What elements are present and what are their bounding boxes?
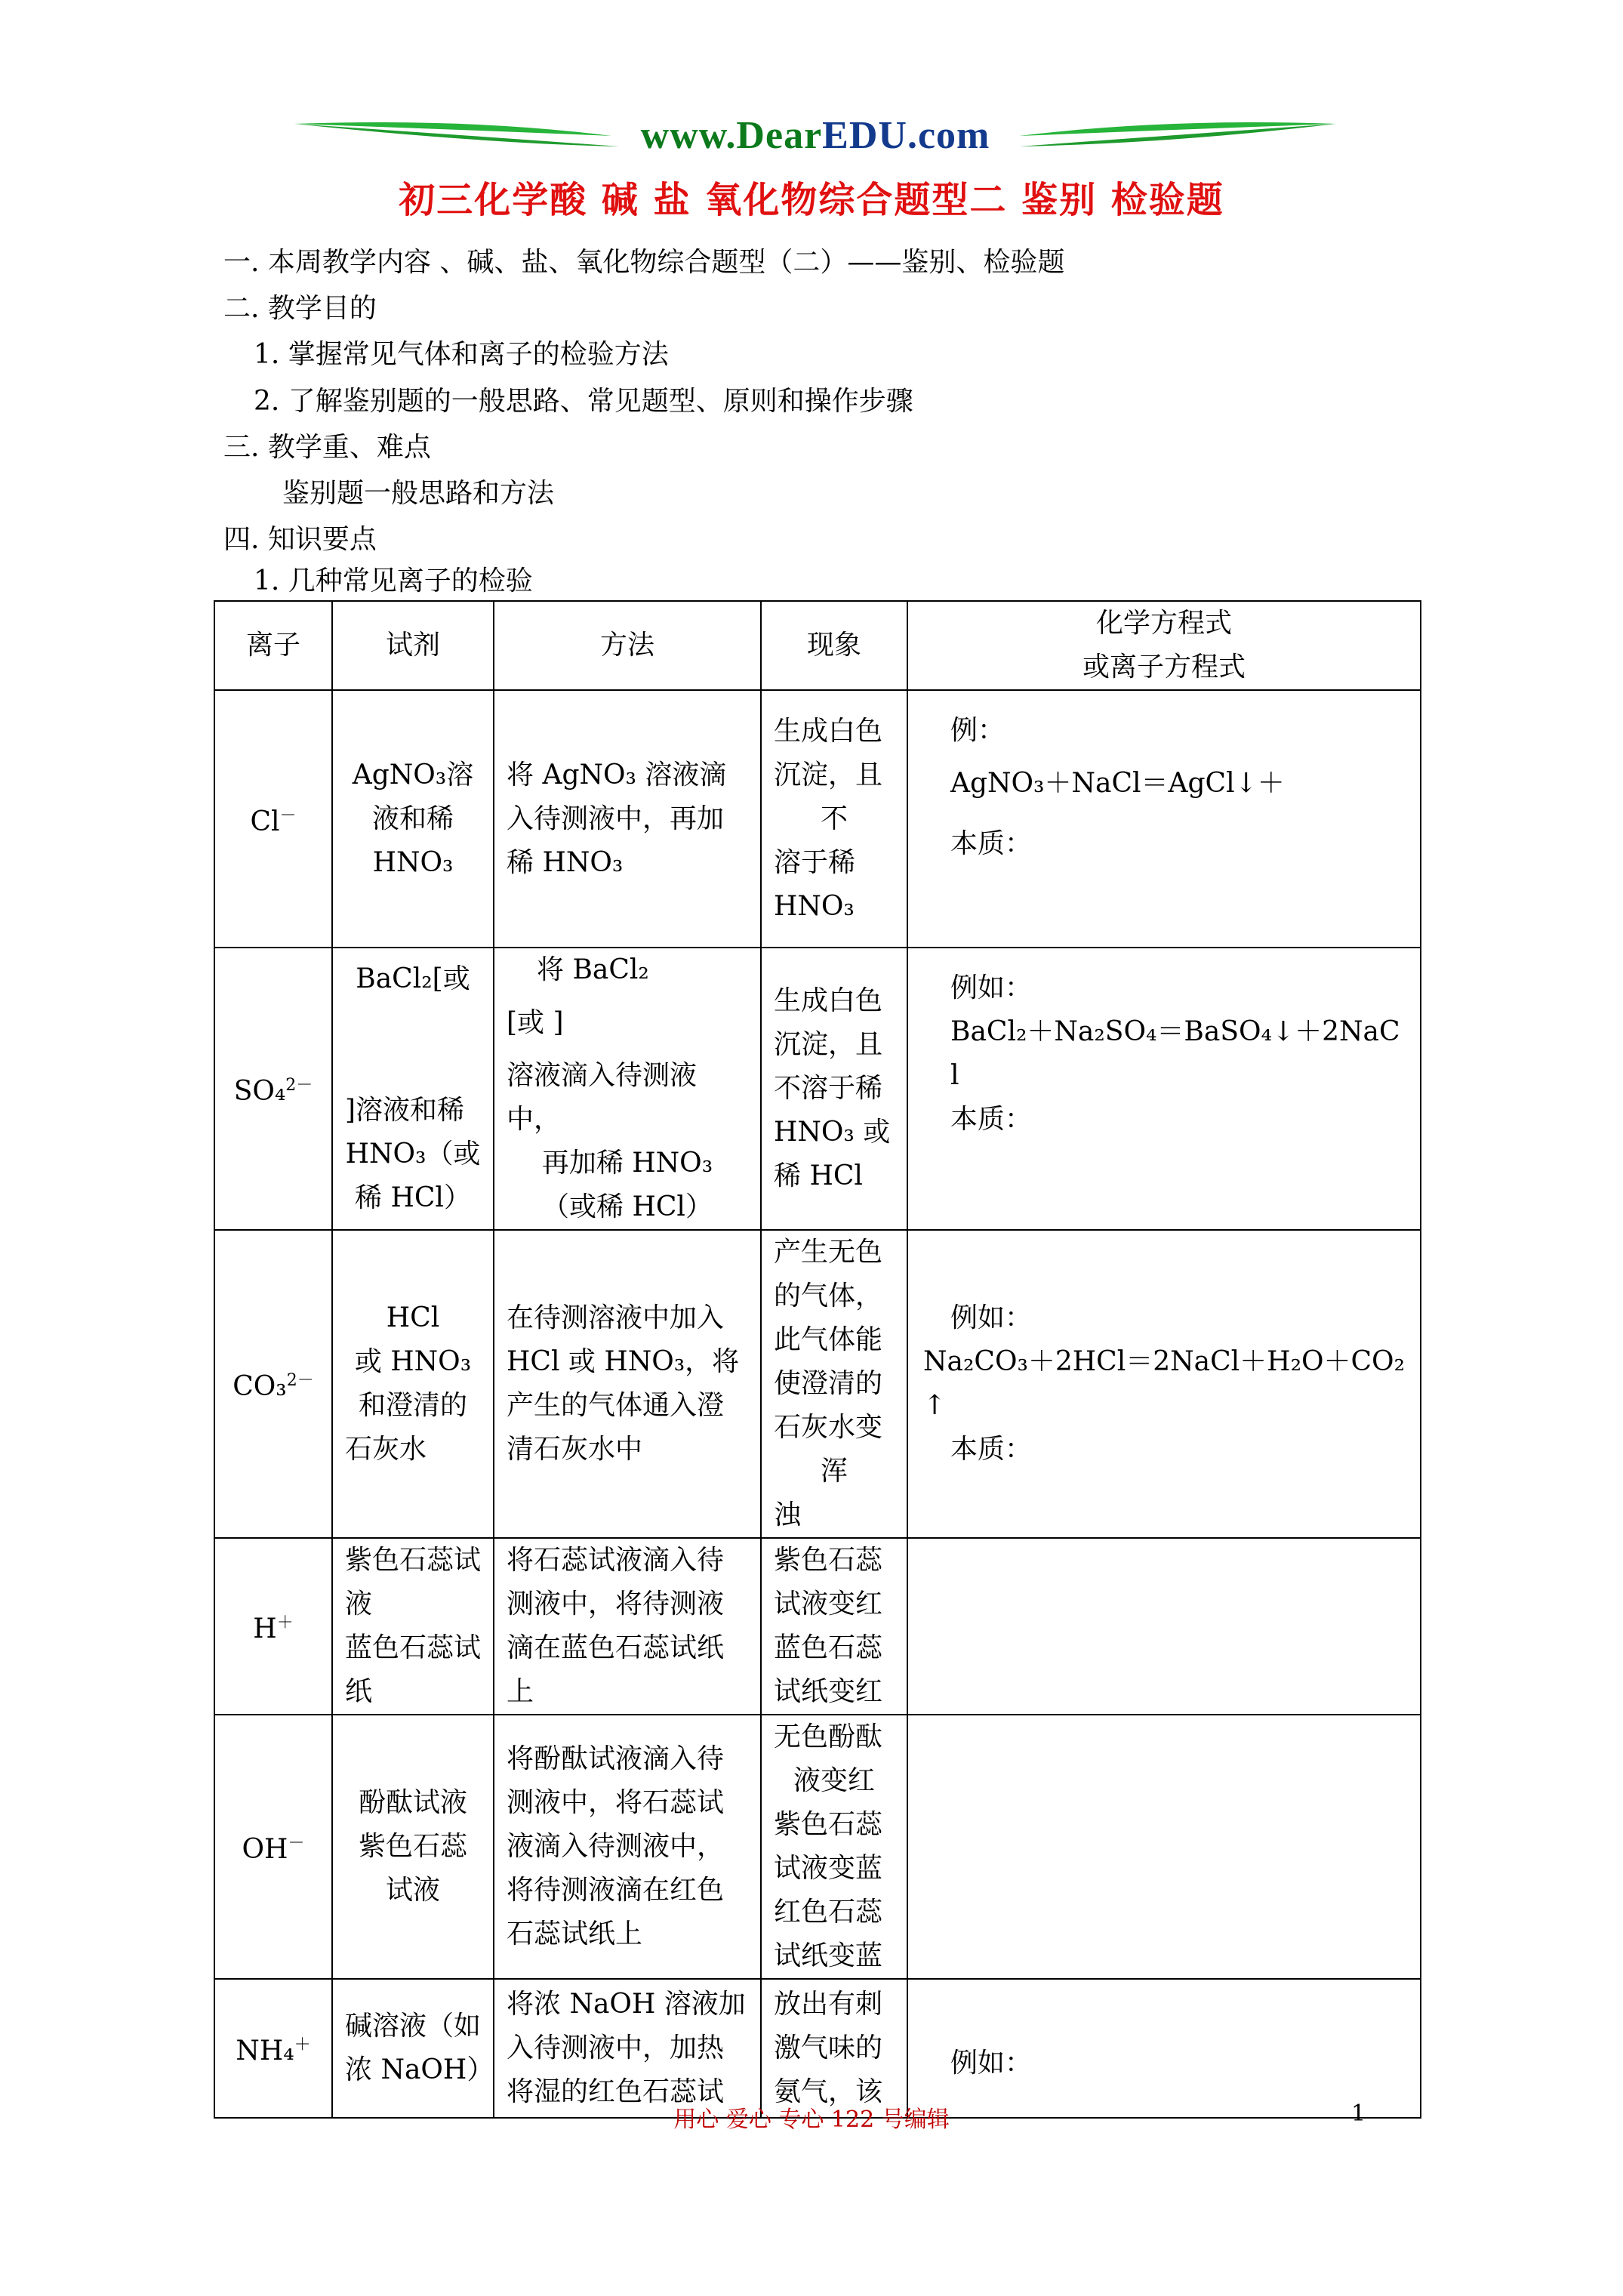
method-cell: 将 BaCl₂ [或 ] 溶液滴入待测液中， 再加稀 HNO₃ （或稀 HCl）: [494, 948, 761, 1230]
phenomenon-cell: 放出有刺激气味的 氨气，该: [761, 1979, 907, 2118]
header-method: 方法: [494, 601, 761, 690]
page-number: 1: [1351, 2100, 1366, 2127]
outline-line-6: 鉴别题一般思路和方法: [282, 478, 555, 509]
equation-cell: 例： AgNO₃＋NaCl＝AgCl↓＋ 本质：: [907, 690, 1421, 948]
reagent-cell: HCl 或 HNO₃ 和澄清的 石灰水: [332, 1230, 494, 1538]
method-cell: 将酚酞试液滴入待测液中，将石蕊试液滴入待测液中，将待测液滴在红色石蕊试纸上: [494, 1715, 761, 1979]
phenomenon-cell: 生成白色沉淀，且不溶于稀 HNO₃ 或 稀 HCl: [761, 948, 907, 1230]
equation-cell: 例如：: [907, 1979, 1421, 2118]
reagent-cell: 紫色石蕊试液 蓝色石蕊试纸: [332, 1538, 494, 1715]
outline-line-8: 1. 几种常见离子的检验: [254, 566, 533, 596]
ion-cell: NH₄＋: [214, 1979, 332, 2118]
reagent-cell: AgNO₃溶液和稀 HNO₃: [332, 690, 494, 948]
header-reagent: 试剂: [332, 601, 494, 690]
site-logo: [294, 113, 1336, 174]
logo-text: www.DearEDU.com: [640, 114, 990, 157]
equation-cell: 例如： Na₂CO₃＋2HCl＝2NaCl＋H₂O＋CO₂↑ 本质：: [907, 1230, 1421, 1538]
page-title: 初三化学酸 碱 盐 氧化物综合题型二 鉴别 检验题: [399, 179, 1224, 221]
reagent-cell: BaCl₂[或 ]溶液和稀 HNO₃（或 稀 HCl）: [332, 948, 494, 1230]
ion-cell: SO₄$^{2-}$: [214, 948, 332, 1230]
ion-cell: Cl－: [214, 690, 332, 948]
header-ion: 离子: [214, 601, 332, 690]
outline-line-1: 一. 本周教学内容 、碱、盐、氧化物综合题型（二）——鉴别、检验题: [223, 247, 1065, 278]
page-footer: 用心 爱心 专心 122 号编辑: [673, 2106, 950, 2133]
outline-line-2: 二. 教学目的: [223, 293, 377, 324]
table-row: [214, 1715, 1421, 1979]
reagent-cell: 碱溶液（如 浓 NaOH）: [332, 1979, 494, 2118]
table-row: [214, 1538, 1421, 1715]
equation-cell: [907, 1715, 1421, 1979]
method-cell: 将石蕊试液滴入待测液中，将待测液滴在蓝色石蕊试纸上: [494, 1538, 761, 1715]
method-cell: 将 AgNO₃ 溶液滴入待测液中，再加稀 HNO₃: [494, 690, 761, 948]
header-equation: 化学方程式 或离子方程式: [907, 601, 1421, 690]
table-row: [214, 690, 1421, 948]
ion-cell: OH－: [214, 1715, 332, 1979]
outline-line-7: 四. 知识要点: [223, 524, 377, 555]
table-header-row: [214, 601, 1421, 690]
table-row: [214, 1979, 1421, 2118]
outline-line-3: 1. 掌握常见气体和离子的检验方法: [254, 339, 669, 370]
header-phenomenon: 现象: [761, 601, 907, 690]
table-row: [214, 1230, 1421, 1538]
phenomenon-cell: 产生无色的气体，此气体能使澄清的石灰水变 浑 浊: [761, 1230, 907, 1538]
table-row: [214, 948, 1421, 1230]
method-cell: 将浓 NaOH 溶液加入待测液中，加热将湿的红色石蕊试: [494, 1979, 761, 2118]
phenomenon-cell: 紫色石蕊试液变红 蓝色石蕊试纸变红: [761, 1538, 907, 1715]
reagent-cell: 酚酞试液 紫色石蕊 试液: [332, 1715, 494, 1979]
ion-cell: CO₃$^{2-}$: [214, 1230, 332, 1538]
equation-cell: 例如： BaCl₂＋Na₂SO₄＝BaSO₄↓＋2NaCl 本质：: [907, 948, 1421, 1230]
ion-cell: H＋: [214, 1538, 332, 1715]
outline-line-5: 三. 教学重、难点: [223, 432, 431, 463]
ion-test-table: [214, 600, 1421, 2119]
phenomenon-cell: 生成白色沉淀，且 不 溶于稀 HNO₃: [761, 690, 907, 948]
outline-line-4: 2. 了解鉴别题的一般思路、常见题型、原则和操作步骤: [254, 386, 913, 417]
method-cell: 在待测溶液中加入 HCl 或 HNO₃，将产生的气体通入澄清石灰水中: [494, 1230, 761, 1538]
phenomenon-cell: 无色酚酞 液变红 紫色石蕊试液变蓝 红色石蕊试纸变蓝: [761, 1715, 907, 1979]
equation-cell: [907, 1538, 1421, 1715]
